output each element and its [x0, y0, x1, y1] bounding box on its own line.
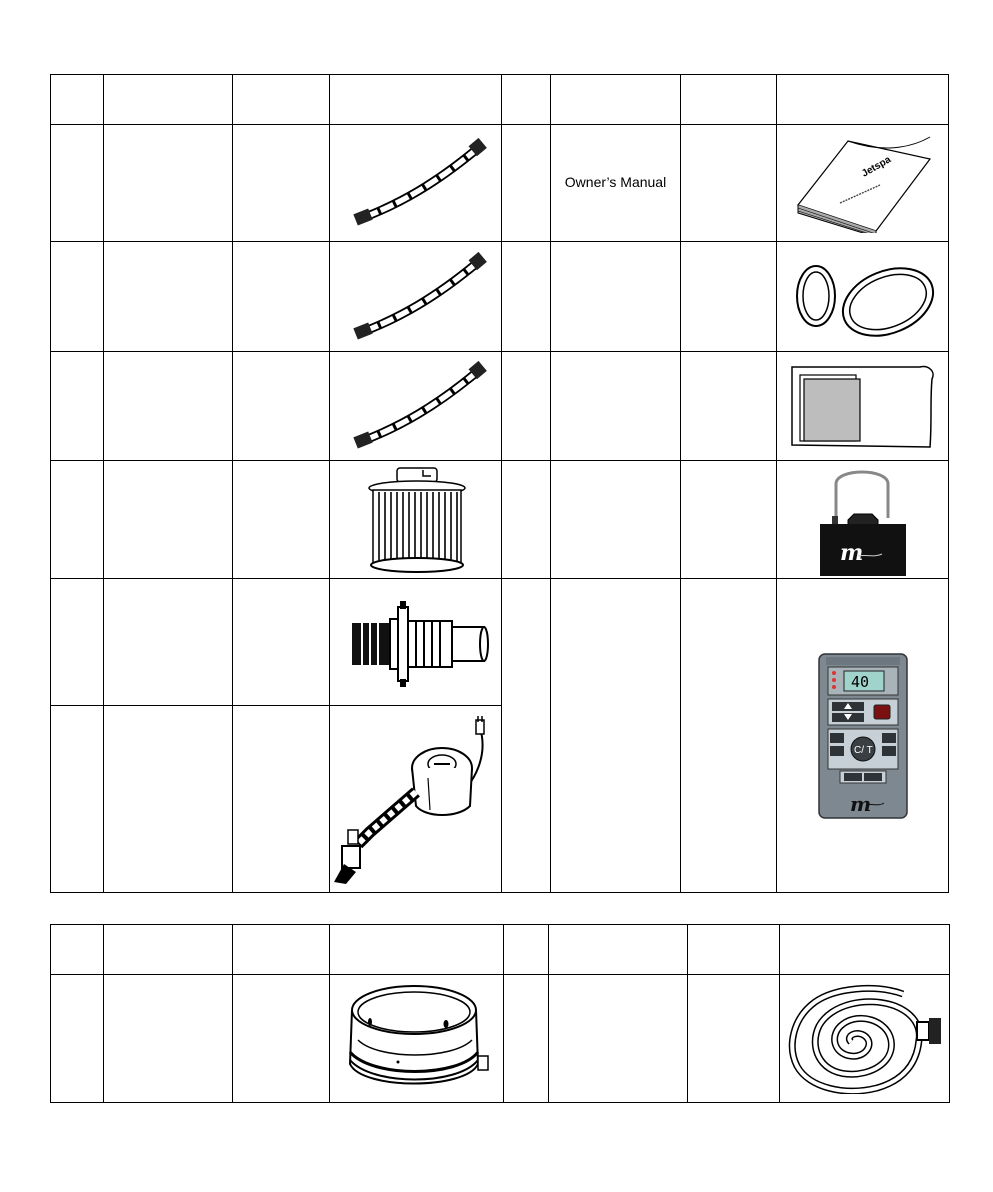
header-row: [51, 75, 949, 125]
quantity-cell: [233, 242, 330, 352]
number-cell: [51, 706, 104, 893]
header-cell: [780, 925, 950, 975]
picture-cell: [777, 579, 949, 893]
header-cell: [549, 925, 688, 975]
header-cell: [51, 75, 104, 125]
quantity-cell: [681, 352, 777, 461]
number-cell: [502, 461, 551, 579]
header-cell: [233, 75, 330, 125]
picture-cell: [330, 461, 502, 579]
picture-cell: [777, 461, 949, 579]
description-cell: [104, 352, 233, 461]
quantity-cell: [681, 242, 777, 352]
header-cell: [551, 75, 681, 125]
o-rings-icon: [788, 252, 938, 342]
table-row: [51, 975, 950, 1103]
description-cell: [104, 125, 233, 242]
number-cell: [504, 975, 549, 1103]
table-row: [51, 242, 949, 352]
remote-brand-mark: m: [849, 791, 871, 816]
description-cell: [549, 975, 688, 1103]
picture-cell: [330, 579, 502, 706]
remote-display-value: 40: [850, 672, 869, 691]
number-cell: [51, 975, 104, 1103]
header-cell: [330, 75, 502, 125]
quantity-cell: [681, 125, 777, 242]
table-row: [51, 579, 949, 706]
table-row: [51, 125, 949, 242]
hose-connector-icon: [336, 597, 496, 687]
quantity-cell: [233, 125, 330, 242]
picture-cell: [777, 352, 949, 461]
filter-housing-ring-icon: [342, 980, 492, 1098]
header-cell: [777, 75, 949, 125]
description-cell: [104, 975, 233, 1103]
description-cell: [104, 242, 233, 352]
table-row: [51, 352, 949, 461]
hose-icon: [341, 133, 491, 233]
picture-cell: [330, 242, 502, 352]
number-cell: [51, 242, 104, 352]
description-cell: [104, 706, 233, 893]
quantity-cell: [233, 706, 330, 893]
parts-table: [50, 74, 949, 893]
control-box-icon: [818, 464, 908, 576]
coiled-hose-icon: [785, 984, 945, 1094]
plastic-bag-icon: [788, 361, 938, 451]
picture-cell: [780, 975, 950, 1103]
description-cell: [551, 579, 681, 893]
header-cell: [688, 925, 780, 975]
header-cell: [104, 75, 233, 125]
header-cell: [51, 925, 104, 975]
number-cell: [51, 125, 104, 242]
number-cell: [502, 352, 551, 461]
quantity-cell: [681, 461, 777, 579]
quantity-cell: [233, 975, 330, 1103]
description-cell: [104, 579, 233, 706]
remote-center-button-label: C/ T: [853, 744, 873, 756]
table-row: [51, 461, 949, 579]
hose-icon: [341, 356, 491, 456]
number-cell: [502, 242, 551, 352]
description-cell: [104, 461, 233, 579]
quantity-cell: [681, 579, 777, 893]
quantity-cell: [233, 579, 330, 706]
description-cell: [551, 461, 681, 579]
number-cell: [51, 461, 104, 579]
picture-cell: [777, 242, 949, 352]
air-pump-icon: [330, 714, 502, 884]
header-cell: [504, 925, 549, 975]
manual-cover-title: Jetspa: [859, 154, 893, 180]
description-cell: [551, 125, 681, 242]
remote-control-icon: [818, 653, 908, 819]
description-cell: [551, 352, 681, 461]
part-name: Owner’s Manual: [564, 174, 667, 190]
number-cell: [502, 125, 551, 242]
header-row: [51, 925, 950, 975]
quantity-cell: [233, 461, 330, 579]
header-cell: [233, 925, 330, 975]
number-cell: [502, 579, 551, 893]
accessories-table: [50, 924, 950, 1103]
control-box-brand-mark: m: [839, 539, 863, 566]
header-cell: [104, 925, 233, 975]
number-cell: [51, 579, 104, 706]
cartridge-filter-icon: [361, 466, 471, 574]
hose-icon: [341, 247, 491, 347]
number-cell: [51, 352, 104, 461]
header-cell: [330, 925, 504, 975]
owners-manual-booklet-icon: [788, 133, 938, 233]
picture-cell: [330, 975, 504, 1103]
picture-cell: [330, 352, 502, 461]
picture-cell: [330, 706, 502, 893]
quantity-cell: [233, 352, 330, 461]
picture-cell: [330, 125, 502, 242]
header-cell: [681, 75, 777, 125]
picture-cell: [777, 125, 949, 242]
header-cell: [502, 75, 551, 125]
quantity-cell: [688, 975, 780, 1103]
description-cell: [551, 242, 681, 352]
